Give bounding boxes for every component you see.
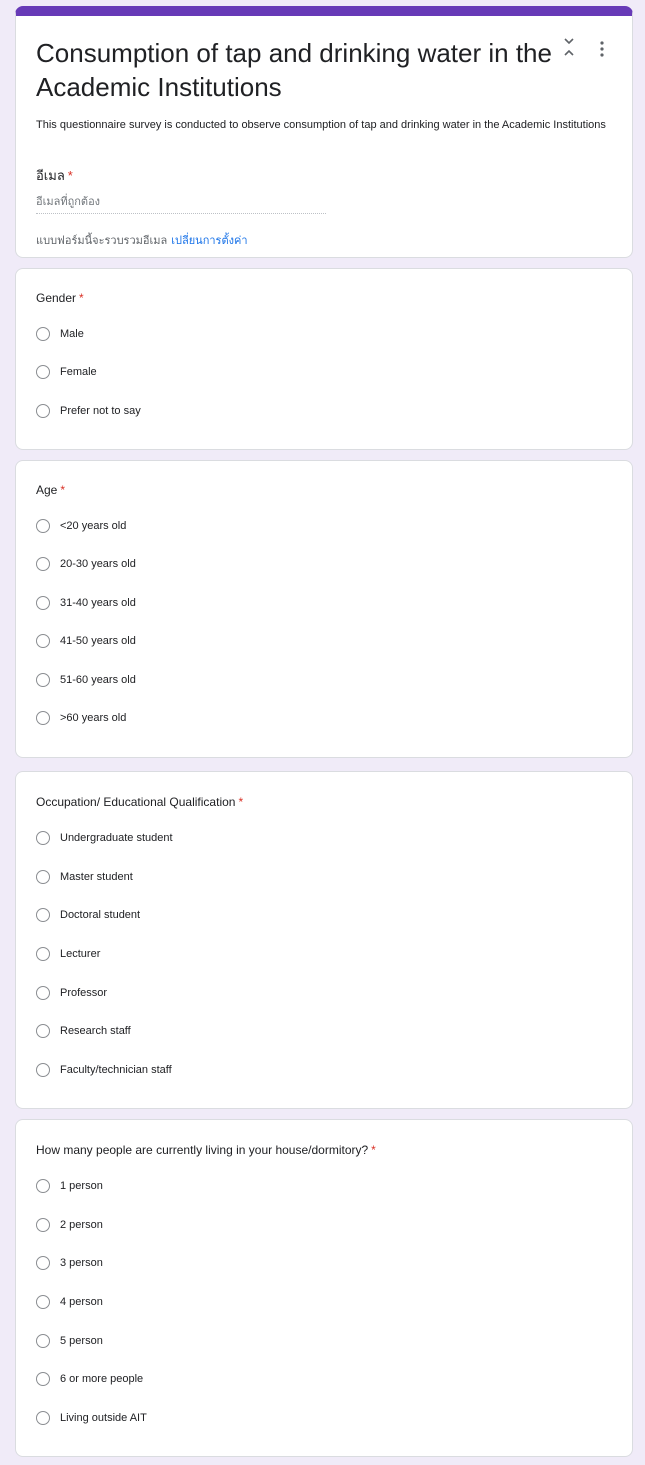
radio-option[interactable] <box>36 984 107 1002</box>
question-title-text: Occupation/ Educational Qualification <box>36 795 236 809</box>
option-label: Master student <box>60 871 133 883</box>
required-asterisk: * <box>67 168 73 183</box>
radio-button[interactable] <box>36 908 50 922</box>
radio-option[interactable] <box>36 1332 103 1350</box>
radio-option[interactable] <box>36 1022 131 1040</box>
radio-button[interactable] <box>36 673 50 687</box>
radio-button[interactable] <box>36 365 50 379</box>
option-label: Doctoral student <box>60 909 141 921</box>
radio-option[interactable] <box>36 594 136 612</box>
form-title: Consumption of tap and drinking water in the Academic Institutions <box>36 38 552 102</box>
collect-note-text: แบบฟอร์มนี้จะรวบรวมอีเมล <box>36 235 168 247</box>
required-asterisk: * <box>60 483 66 497</box>
question-card-household <box>15 1119 633 1457</box>
option-label: Lecturer <box>60 948 101 960</box>
radio-option[interactable] <box>36 1061 172 1079</box>
radio-option[interactable] <box>36 671 136 689</box>
form-header-card <box>15 6 633 258</box>
option-label: 20-30 years old <box>60 558 136 570</box>
question-title-text: How many people are currently living in your house/dormitory? <box>36 1143 369 1157</box>
radio-option[interactable] <box>36 709 126 727</box>
radio-option[interactable] <box>36 945 100 963</box>
option-label: Research staff <box>60 1025 131 1037</box>
radio-option[interactable] <box>36 868 133 886</box>
question-card-age <box>15 460 633 758</box>
required-asterisk: * <box>371 1143 376 1157</box>
radio-option[interactable] <box>36 829 173 847</box>
radio-button[interactable] <box>36 947 50 961</box>
radio-option[interactable] <box>36 906 140 924</box>
option-label: 5 person <box>60 1335 103 1347</box>
radio-button[interactable] <box>36 711 50 725</box>
radio-button[interactable] <box>36 404 50 418</box>
radio-option[interactable] <box>36 1409 147 1427</box>
email-input[interactable] <box>36 190 326 214</box>
radio-button[interactable] <box>36 986 50 1000</box>
option-label: 51-60 years old <box>60 674 136 686</box>
option-label: 6 or more people <box>60 1373 144 1385</box>
option-label: Male <box>60 328 84 340</box>
question-title <box>36 795 243 809</box>
radio-option[interactable] <box>36 1293 103 1311</box>
question-title <box>36 483 65 497</box>
radio-button[interactable] <box>36 1256 50 1270</box>
option-label: 3 person <box>60 1257 103 1269</box>
radio-button[interactable] <box>36 831 50 845</box>
option-label: <20 years old <box>60 520 127 532</box>
question-card-gender <box>15 268 633 450</box>
question-title <box>36 1143 376 1157</box>
radio-option[interactable] <box>36 363 97 381</box>
question-title-text: Gender <box>36 291 77 305</box>
radio-button[interactable] <box>36 1218 50 1232</box>
option-label: 41-50 years old <box>60 635 136 647</box>
radio-option[interactable] <box>36 517 126 535</box>
option-label: 1 person <box>60 1180 103 1192</box>
radio-button[interactable] <box>36 327 50 341</box>
option-label: 31-40 years old <box>60 597 136 609</box>
radio-option[interactable] <box>36 402 141 420</box>
change-settings-link[interactable]: เปลี่ยนการตั้งค่า <box>171 235 248 247</box>
option-label: Professor <box>60 987 108 999</box>
radio-button[interactable] <box>36 870 50 884</box>
radio-option[interactable] <box>36 1177 103 1195</box>
radio-option[interactable] <box>36 555 136 573</box>
radio-button[interactable] <box>36 1024 50 1038</box>
radio-button[interactable] <box>36 1372 50 1386</box>
radio-option[interactable] <box>36 1216 103 1234</box>
email-label: อีเมล <box>36 168 65 183</box>
radio-option[interactable] <box>36 632 136 650</box>
option-label: 2 person <box>60 1219 103 1231</box>
radio-button[interactable] <box>36 1063 50 1077</box>
option-label: 4 person <box>60 1296 103 1308</box>
radio-option[interactable] <box>36 1370 143 1388</box>
radio-button[interactable] <box>36 596 50 610</box>
more-vert-icon[interactable] <box>596 40 608 58</box>
question-title-text: Age <box>36 483 58 497</box>
question-title <box>36 291 84 305</box>
option-label: Faculty/technician staff <box>60 1064 172 1076</box>
form-description: This questionnaire survey is conducted to observe consumption of tap and drinking water in the Academic Institutions <box>36 119 606 131</box>
email-question <box>36 165 73 186</box>
radio-button[interactable] <box>36 1334 50 1348</box>
radio-button[interactable] <box>36 557 50 571</box>
option-label: Female <box>60 366 97 378</box>
radio-button[interactable] <box>36 1411 50 1425</box>
radio-option[interactable] <box>36 1254 103 1272</box>
option-label: Living outside AIT <box>60 1412 147 1424</box>
option-label: Prefer not to say <box>60 405 141 417</box>
radio-option[interactable] <box>36 325 84 343</box>
radio-button[interactable] <box>36 1295 50 1309</box>
option-label: >60 years old <box>60 712 127 724</box>
radio-button[interactable] <box>36 634 50 648</box>
collapse-icon[interactable] <box>561 36 577 58</box>
question-card-occupation <box>15 771 633 1109</box>
email-collection-note <box>36 231 248 249</box>
radio-button[interactable] <box>36 1179 50 1193</box>
required-asterisk: * <box>79 291 84 305</box>
radio-button[interactable] <box>36 519 50 533</box>
option-label: Undergraduate student <box>60 832 173 844</box>
required-asterisk: * <box>238 795 244 809</box>
